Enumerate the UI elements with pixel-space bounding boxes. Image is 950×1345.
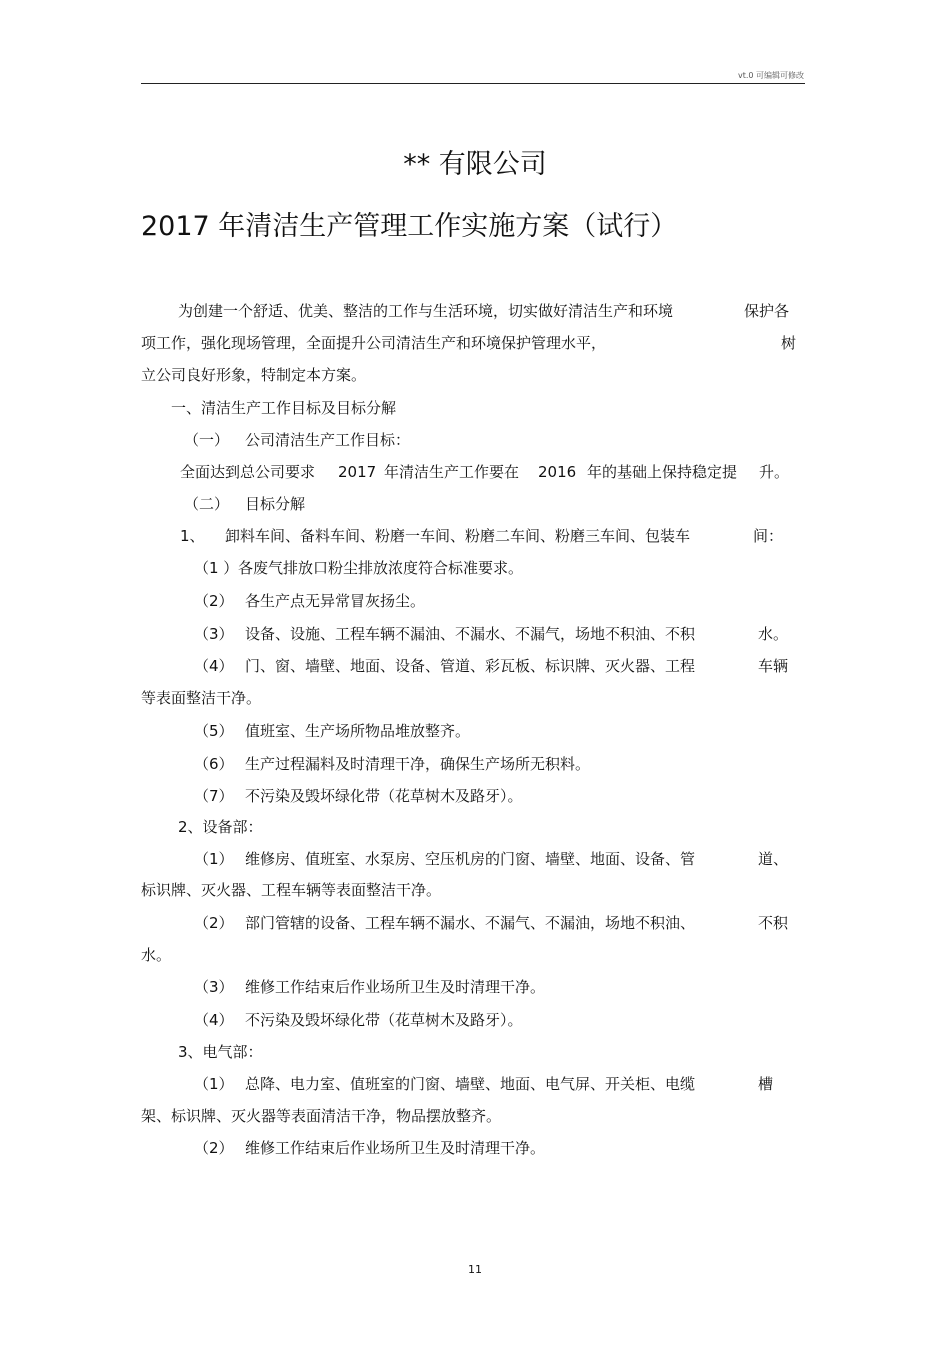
intro-line-1: 为创建一个舒适、优美、整洁的工作与生活环境，切实做好清洁生产和环境: [178, 302, 674, 320]
part-3-item-num: （2）: [194, 1139, 234, 1157]
goal-text-c: 年清洁生产工作要在: [384, 463, 520, 481]
part-1-item-num: （7）: [194, 787, 234, 805]
part-2-item-tail: 道、: [758, 850, 789, 868]
part-1-tail: 间：: [753, 527, 784, 545]
part-2-item-continuation: 水。: [141, 946, 172, 964]
part-2-item-num: （2）: [194, 914, 234, 932]
part-2-item-num: （1）: [194, 850, 234, 868]
intro-line-1-tail: 保护各: [744, 302, 790, 320]
part-1-text: 卸料车间、备料车间、粉磨一车间、粉磨二车间、粉磨三车间、包装车: [225, 527, 691, 545]
part-1-item-num: （4）: [194, 657, 234, 675]
goal-text-e: 年的基础上保持稳定提: [587, 463, 738, 481]
intro-line-3: 立公司良好形象，特制定本方案。: [141, 366, 367, 384]
part-3-item-tail: 槽: [758, 1075, 774, 1093]
part-1-item-continuation: 等表面整洁干净。: [141, 689, 262, 707]
part-2-item-num: （4）: [194, 1011, 234, 1029]
part-3-heading: 3、电气部：: [178, 1043, 263, 1061]
header-version-note: vt.0 可编辑可修改: [737, 71, 804, 80]
subsection-num-1: （一）: [184, 431, 230, 449]
part-3-item-text: 总降、电力室、值班室的门窗、墙壁、地面、电气屏、开关柜、电缆: [245, 1075, 696, 1093]
company-title: ** 有限公司: [403, 149, 547, 180]
goal-text-f: 升。: [759, 463, 790, 481]
part-2-heading: 2、设备部：: [178, 818, 263, 836]
part-1-item-num: （6）: [194, 755, 234, 773]
section-heading-1: 一、清洁生产工作目标及目标分解: [171, 399, 397, 417]
part-2-item-text: 不污染及毁坏绿化带（花草树木及路牙）。: [245, 1011, 523, 1029]
subsection-num-2: （二）: [184, 495, 230, 513]
subsection-text-1: 公司清洁生产工作目标：: [245, 431, 411, 449]
goal-text-a: 全面达到总公司要求: [180, 463, 316, 481]
subsection-text-2: 目标分解: [245, 495, 306, 513]
part-2-item-text: 部门管辖的设备、工程车辆不漏水、不漏气、不漏油，场地不积油、: [245, 914, 696, 932]
part-1-num: 1、: [180, 527, 205, 545]
part-1-item-num: （5）: [194, 722, 234, 740]
part-1-item-text: 门、窗、墙壁、地面、设备、管道、彩瓦板、标识牌、灭火器、工程: [245, 657, 696, 675]
part-2-item-num: （3）: [194, 978, 234, 996]
part-1-item-text: 各废气排放口粉尘排放浓度符合标准要求。: [238, 559, 524, 577]
part-1-item-text: 设备、设施、工程车辆不漏油、不漏水、不漏气，场地不积油、不积: [245, 625, 696, 643]
part-3-item-num: （1）: [194, 1075, 234, 1093]
part-1-item-text: 各生产点无异常冒灰扬尘。: [245, 592, 426, 610]
goal-year-2016: 2016: [538, 463, 577, 481]
part-2-item-text: 维修工作结束后作业场所卫生及时清理干净。: [245, 978, 546, 996]
part-1-item-num: （3）: [194, 625, 234, 643]
goal-year-2017: 2017: [338, 463, 377, 481]
page-number: 11: [468, 1263, 482, 1276]
part-1-item-tail: 水。: [758, 625, 789, 643]
header-rule: [141, 83, 805, 84]
plan-title: 2017 年清洁生产管理工作实施方案（试行）: [141, 211, 678, 242]
intro-line-2-tail: 树: [781, 334, 797, 352]
part-2-item-tail: 不积: [758, 914, 789, 932]
part-1-item-num: （2）: [194, 592, 234, 610]
part-2-item-text: 维修房、值班室、水泵房、空压机房的门窗、墙壁、地面、设备、管: [245, 850, 696, 868]
part-1-item-text: 值班室、生产场所物品堆放整齐。: [245, 722, 471, 740]
intro-line-2: 项工作，强化现场管理，全面提升公司清洁生产和环境保护管理水平，: [141, 334, 607, 352]
part-1-item-text: 不污染及毁坏绿化带（花草树木及路牙）。: [245, 787, 523, 805]
part-1-item-text: 生产过程漏料及时清理干净，确保生产场所无积料。: [245, 755, 591, 773]
part-3-item-continuation: 架、标识牌、灭火器等表面清洁干净，物品摆放整齐。: [141, 1107, 502, 1125]
part-2-item-continuation: 标识牌、灭火器、工程车辆等表面整洁干净。: [141, 881, 442, 899]
part-3-item-text: 维修工作结束后作业场所卫生及时清理干净。: [245, 1139, 546, 1157]
part-1-item-tail: 车辆: [758, 657, 789, 675]
part-1-item-num: （1 ）: [194, 559, 239, 577]
